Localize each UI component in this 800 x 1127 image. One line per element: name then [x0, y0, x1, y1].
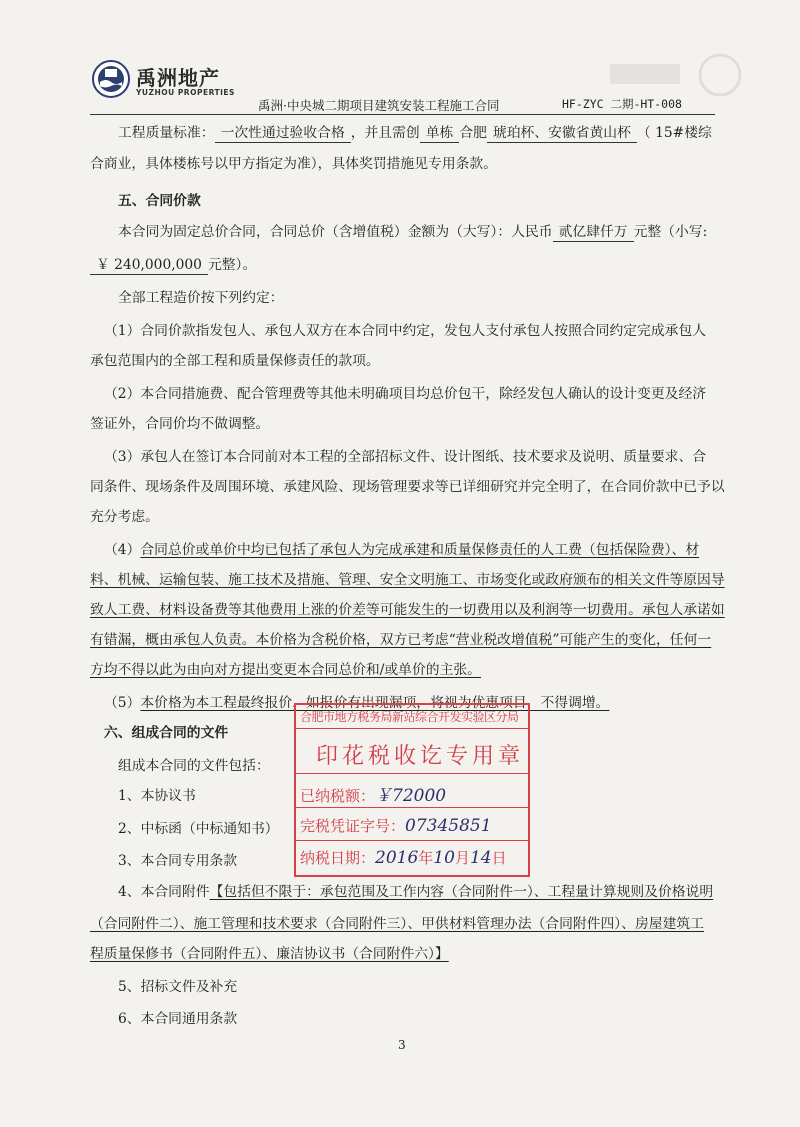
- clause-4-number: （4）: [104, 542, 141, 558]
- stamp-date-month: 10: [433, 848, 455, 868]
- header-doc-code: HF-ZYC 二期-HT-008: [562, 97, 682, 111]
- stamp-month-char: 月: [454, 849, 470, 867]
- stamp-amount-value: ￥72000: [375, 786, 447, 806]
- stamp-cert-value: 07345851: [405, 816, 492, 836]
- stamp-cert-label: 完税凭证字号：: [300, 817, 406, 835]
- document-item-3: 3、本合同专用条款: [118, 853, 238, 869]
- stamp-duty-seal: [294, 703, 530, 877]
- document-item-1: 1、本协议书: [118, 788, 196, 804]
- clause-4-line-3: 致人工费、材料设备费等其他费用上涨的价差等可能发生的一切费用以及利润等一切费用。承包人承诺如: [90, 602, 725, 618]
- section-5-heading: 五、合同价款: [118, 193, 201, 209]
- clause-3-line-1: （3）承包人在签订本合同前对本工程的全部招标文件、设计图纸、技术要求及说明、质量要求、合: [104, 449, 707, 465]
- yuzhou-logo: [92, 60, 235, 102]
- stamp-divider: [296, 773, 528, 774]
- stamp-divider: [296, 840, 528, 841]
- header-rule: [90, 114, 715, 115]
- quality-text: ，并且需创: [350, 125, 420, 141]
- document-item-4: [118, 882, 713, 902]
- stamp-amount-label: 已纳税额：: [300, 787, 376, 805]
- price-agreement-intro: 全部工程造价按下列约定：: [118, 290, 284, 306]
- stamp-title: 印花税收讫专用章: [316, 744, 525, 769]
- stamp-year-char: 年: [418, 849, 434, 867]
- price-line-1: [118, 222, 707, 242]
- price-text: 本合同为固定总价合同，合同总价（含增值税）金额为（大写）：人民币: [118, 224, 553, 240]
- stamp-date-row: [300, 847, 507, 868]
- document-item-5: 5、招标文件及补充: [118, 979, 238, 995]
- document-item-4-text: 【包括但不限于：承包范围及工作内容（合同附件一）、工程量计算规则及价格说明: [209, 884, 714, 900]
- clause-4-line-4: 有错漏，概由承包人负责。本价格为含税价格，双方已考虑“营业税改增值税”可能产生的变化，任何一: [90, 632, 712, 648]
- price-text-c: 元整）。: [207, 257, 257, 273]
- quality-line-1: [118, 123, 712, 143]
- clause-2-line-2: 签证外，合同价均不做调整。: [90, 416, 270, 432]
- clause-4-text: 合同总价或单价中均已包括了承包人为完成承建和质量保修责任的人工费（包括保险费）、材: [140, 542, 700, 558]
- stamp-date-day: 14: [469, 848, 492, 868]
- stamp-date-label: 纳税日期：: [300, 849, 376, 867]
- clause-2-line-1: （2）本合同措施费、配合管理费等其他未明确项目均总价包干，除经发包人确认的设计变更及经济: [104, 386, 707, 402]
- document-item-4-line-2: （合同附件二）、施工管理和技术要求（合同附件三）、甲供材料管理办法（合同附件四）、房屋建筑工: [90, 916, 704, 932]
- quality-text-city: 合肥: [459, 125, 487, 141]
- price-text-b: 元整（小写:: [633, 224, 708, 240]
- stamp-day-char: 日: [491, 849, 507, 867]
- yuzhou-logo-mark: [92, 60, 130, 98]
- stamp-divider: [296, 807, 528, 808]
- header-title: 禹洲·中央城二期项目建筑安装工程施工合同: [258, 98, 500, 113]
- quality-building-value: 单栋: [420, 124, 460, 143]
- amount-in-figures: ￥ 240,000,000: [90, 256, 208, 275]
- documents-intro: 组成本合同的文件包括：: [118, 758, 270, 774]
- document-item-4-line-3: 程质量保修书（合同附件五）、廉洁协议书（合同附件六）】: [90, 946, 449, 962]
- quality-text-tail: （ 15#楼综: [636, 125, 712, 141]
- clause-4-line-5: 方均不得以此为由向对方提出变更本合同总价和/或单价的主张。: [90, 662, 481, 678]
- logo-text-cn: 禹洲地产: [136, 66, 220, 90]
- document-item-2: 2、中标函（中标通知书）: [118, 821, 279, 837]
- stamp-date-year: 2016: [375, 848, 419, 868]
- quality-line-2: 合商业，具体楼栋号以甲方指定为准），具体奖罚措施见专用条款。: [90, 156, 498, 172]
- clause-5-text: 本价格为本工程最终报价，如报价有出现漏项，将视为优惠项目，不得调增。: [140, 695, 610, 711]
- logo-text-en: YUZHOU PROPERTIES: [136, 88, 235, 97]
- quality-award-value: 琥珀杯、安徽省黄山杯: [487, 124, 637, 143]
- clause-1-line-1: （1）合同价款指发包人、承包人双方在本合同中约定，发包人支付承包人按照合同约定完成承包人: [104, 323, 707, 339]
- page-number: 3: [398, 1038, 406, 1052]
- quality-label: 工程质量标准：: [118, 125, 215, 141]
- clause-4-line-1: [104, 540, 699, 560]
- clause-3-line-2: 同条件、现场条件及周围环境、承建风险、现场管理要求等已详细研究并完全明了，在合同价款中已予以: [90, 479, 725, 495]
- stamp-amount-row: [300, 781, 446, 806]
- quality-standard-value: 一次性通过验收合格: [215, 124, 351, 143]
- document-item-6: 6、本合同通用条款: [118, 1011, 238, 1027]
- section-6-heading: 六、组成合同的文件: [104, 725, 229, 741]
- stamp-divider: [296, 728, 528, 729]
- clause-3-line-3: 充分考虑。: [90, 509, 159, 525]
- amount-in-words: 贰亿肆仟万: [553, 223, 634, 242]
- price-line-2: [90, 255, 256, 275]
- stamp-cert-row: [300, 815, 492, 836]
- stamp-tax-office: 合肥市地方税务局新站综合开发实验区分局: [300, 710, 519, 724]
- document-item-4-label: 4、本合同附件: [118, 884, 210, 900]
- clause-1-line-2: 承包范围内的全部工程和质量保修责任的款项。: [90, 353, 380, 369]
- clause-5-number: （5）: [104, 695, 141, 711]
- clause-4-line-2: 料、机械、运输包装、施工技术及措施、管理、安全文明施工、市场变化或政府颁布的相关文件等原因导: [90, 572, 725, 588]
